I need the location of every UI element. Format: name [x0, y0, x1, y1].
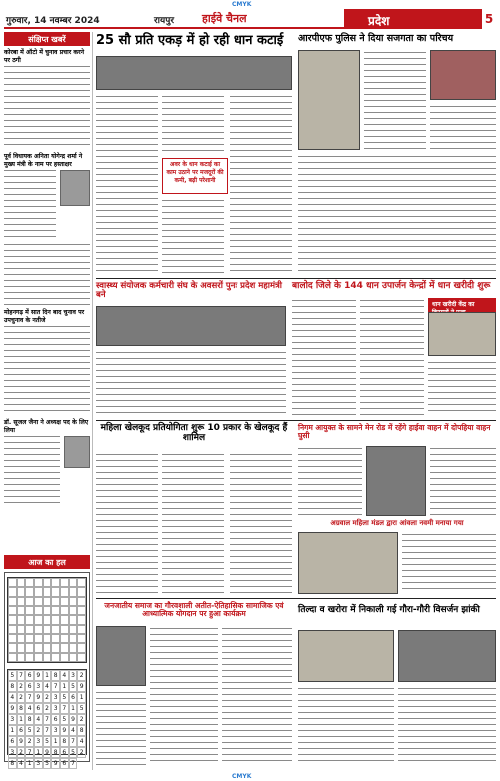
sudoku-cell [51, 606, 60, 615]
story-6-photo-b [298, 532, 398, 594]
sudoku-cell [8, 597, 17, 606]
sudoku-digit: 4 [17, 758, 26, 769]
sudoku-cell [77, 643, 86, 652]
cmyk-mark-bottom: CMYK [232, 773, 252, 780]
sudoku-cell [17, 597, 26, 606]
story-6-subheadline: अग्रवाल महिला मंडल द्वारा आंवला नवमी मनाया गया [330, 519, 464, 527]
brief-item-1-body [4, 64, 90, 150]
sudoku-solution-grid [7, 669, 87, 767]
page-header [4, 9, 496, 29]
sudoku-cell [17, 606, 26, 615]
story-3-body [96, 350, 286, 416]
story-8-headline: तिल्दा व खरोरा में निकाली गई गौरा-गौरी विसर्जन झांकी [298, 605, 480, 615]
story-2-photo-b [430, 50, 496, 100]
sudoku-cell [69, 615, 78, 624]
sudoku-cell [34, 634, 43, 643]
sudoku-cell [60, 615, 69, 624]
sudoku-digit: 9 [69, 714, 78, 725]
story-5-body-c [230, 452, 292, 594]
sudoku-digit: 1 [34, 747, 43, 758]
sudoku-digit: 3 [69, 670, 78, 681]
sudoku-digit: 9 [17, 736, 26, 747]
column-divider [92, 32, 93, 770]
sudoku-cell [34, 615, 43, 624]
sudoku-digit: 7 [69, 758, 78, 769]
sudoku-cell [43, 634, 52, 643]
sudoku-cell [8, 587, 17, 596]
sudoku-cell [77, 615, 86, 624]
sudoku-digit: 1 [17, 714, 26, 725]
story-2-body-c [298, 154, 496, 274]
story-1-headline: 25 सौ प्रति एकड़ में हो रही धान कटाई [96, 33, 284, 48]
story-1-pullquote: अवर के धान कटाई का काम उठाने पर मजदूरों की कमी, बढ़ी परेशानी [162, 158, 228, 194]
sudoku-cell [8, 606, 17, 615]
sudoku-cell [60, 643, 69, 652]
sudoku-digit: 5 [77, 703, 86, 714]
sudoku-cell [17, 625, 26, 634]
sudoku-digit: 3 [51, 725, 60, 736]
header-brand: हाईवे चैनल [202, 12, 247, 25]
sudoku-digit: 1 [51, 736, 60, 747]
sudoku-cell [60, 578, 69, 587]
header-city: रायपुर [154, 16, 175, 26]
sudoku-digit: 3 [51, 692, 60, 703]
sudoku-cell [51, 615, 60, 624]
sudoku-digit: 4 [60, 670, 69, 681]
sudoku-cell [69, 625, 78, 634]
story-4-headline: बालोद जिले के 144 धान उपार्जन केन्द्रों में धान खरीदी शुरू [292, 281, 491, 291]
header-page-number: 5 [482, 9, 496, 29]
brief-item-4-headline: डॉ. सूजल जैना ने अध्यक्ष पद के लिए लिया [4, 419, 89, 434]
sudoku-cell [25, 625, 34, 634]
sudoku-digit: 9 [60, 725, 69, 736]
sudoku-digit: 2 [17, 692, 26, 703]
sudoku-cell [17, 643, 26, 652]
section-rule-2 [96, 420, 496, 421]
sudoku-cell [8, 578, 17, 587]
sudoku-cell [51, 643, 60, 652]
story-4-body-a [292, 298, 356, 416]
story-1-body-b [162, 94, 224, 154]
sudoku-digit: 1 [43, 670, 52, 681]
sudoku-cell [51, 578, 60, 587]
sudoku-cell [8, 625, 17, 634]
sudoku-cell [77, 587, 86, 596]
story-6-photo [366, 446, 426, 516]
sudoku-digit: 8 [8, 758, 17, 769]
sudoku-cell [60, 653, 69, 662]
sudoku-cell [60, 587, 69, 596]
story-7-photo [96, 626, 146, 686]
sudoku-digit: 1 [8, 725, 17, 736]
story-7-headline: जनजातीय समाज का गौरवशाली अतीत-ऐतिहासिक सामाजिक एवं आध्यात्मिक योगदान पर हुआ कार्यक्रम [104, 601, 284, 619]
sudoku-digit: 2 [25, 736, 34, 747]
sudoku-digit: 2 [43, 692, 52, 703]
sudoku-digit: 9 [51, 758, 60, 769]
sudoku-cell [8, 653, 17, 662]
brief-item-4-photo [64, 436, 90, 468]
sudoku-digit: 6 [25, 681, 34, 692]
story-2-body-a [364, 50, 426, 150]
sudoku-cell [51, 634, 60, 643]
sudoku-cell [77, 578, 86, 587]
sudoku-digit: 4 [34, 714, 43, 725]
sudoku-digit: 8 [60, 736, 69, 747]
sudoku-digit: 3 [34, 681, 43, 692]
story-6-body-c [402, 532, 496, 594]
sudoku-digit: 6 [25, 670, 34, 681]
brief-news-title: संक्षिप्त खबरें [4, 32, 90, 46]
sudoku-digit: 7 [25, 747, 34, 758]
sudoku-digit: 9 [43, 747, 52, 758]
sudoku-digit: 6 [8, 736, 17, 747]
section-rule-1 [96, 278, 496, 279]
sudoku-cell [34, 587, 43, 596]
sudoku-cell [17, 653, 26, 662]
sudoku-digit: 3 [34, 736, 43, 747]
sudoku-digit: 7 [17, 670, 26, 681]
sudoku-digit: 3 [8, 714, 17, 725]
sudoku-cell [43, 615, 52, 624]
sudoku-cell [8, 634, 17, 643]
sudoku-digit: 6 [51, 714, 60, 725]
sudoku-digit: 7 [43, 725, 52, 736]
sudoku-digit: 8 [51, 670, 60, 681]
sudoku-digit: 7 [43, 714, 52, 725]
sudoku-digit: 9 [8, 703, 17, 714]
sudoku-cell [43, 587, 52, 596]
sudoku-cell [69, 643, 78, 652]
sudoku-cell [8, 643, 17, 652]
sudoku-digit: 2 [43, 703, 52, 714]
story-4-body-c [428, 360, 496, 416]
brief-item-2-body-cont [4, 242, 90, 306]
sudoku-cell [34, 606, 43, 615]
sudoku-cell [69, 606, 78, 615]
story-7-body-b [222, 626, 292, 766]
story-5-headline: महिला खेलकूद प्रतियोगिता शुरू 10 प्रकार के खेलकूद हैं शामिल [100, 423, 288, 443]
sudoku-digit: 9 [34, 670, 43, 681]
sudoku-cell [69, 653, 78, 662]
brief-item-3-headline: मोहनगढ़ में सात दिन बाद चुनाव पर उपचुनाव के नतीजे [4, 309, 85, 324]
sudoku-cell [60, 634, 69, 643]
sudoku-cell [25, 653, 34, 662]
sudoku-cell [34, 625, 43, 634]
sudoku-digit: 8 [25, 714, 34, 725]
sudoku-cell [77, 606, 86, 615]
sudoku-digit: 1 [60, 681, 69, 692]
sudoku-digit: 2 [77, 747, 86, 758]
sudoku-digit: 5 [43, 758, 52, 769]
sudoku-cell [51, 587, 60, 596]
sudoku-digit: 5 [69, 747, 78, 758]
sudoku-digit: 5 [8, 670, 17, 681]
story-4-body-b [360, 298, 424, 416]
story-1-photo [96, 56, 292, 90]
section-rule-3 [96, 598, 496, 599]
sudoku-digit: 2 [77, 714, 86, 725]
sudoku-cell [17, 615, 26, 624]
sudoku-cell [34, 578, 43, 587]
sudoku-cell [43, 578, 52, 587]
sudoku-box [4, 572, 90, 767]
sudoku-cell [43, 643, 52, 652]
puzzle-solution-title: आज का हल [4, 555, 90, 569]
sudoku-digit: 6 [60, 747, 69, 758]
sudoku-digit: 1 [25, 758, 34, 769]
story-5-body-a [96, 452, 158, 594]
sudoku-digit: 2 [17, 681, 26, 692]
sudoku-digit: 4 [25, 703, 34, 714]
sudoku-digit: 7 [25, 692, 34, 703]
sudoku-cell [69, 634, 78, 643]
sudoku-cell [60, 625, 69, 634]
story-4-photo [428, 312, 496, 356]
sudoku-digit: 6 [60, 758, 69, 769]
story-6-body-b [430, 446, 496, 516]
sudoku-cell [25, 587, 34, 596]
story-8-photo-a [298, 630, 394, 682]
sudoku-cell [43, 597, 52, 606]
sudoku-cell [25, 578, 34, 587]
sudoku-cell [51, 653, 60, 662]
sudoku-digit: 1 [69, 703, 78, 714]
sudoku-digit: 8 [17, 703, 26, 714]
sudoku-cell [60, 597, 69, 606]
brief-item-2-headline: पूर्व विधायक अनिता योगेन्द्र शर्मा ने मुख्य मंत्री के नाम पर हस्ताक्षर [4, 153, 83, 168]
sudoku-cell [60, 606, 69, 615]
story-7-body-a [150, 626, 218, 766]
story-1-body-d [230, 94, 292, 274]
brief-item-2-body [4, 168, 56, 242]
story-3-headline: स्वास्थ्य संयोजक कर्मचारी संघ के अवसरों पुनः प्रदेश महामंत्री बने [96, 281, 282, 301]
sudoku-cell [25, 643, 34, 652]
brief-item-3-body [4, 324, 90, 416]
sudoku-cell [43, 625, 52, 634]
sudoku-cell [17, 634, 26, 643]
sudoku-digit: 7 [69, 736, 78, 747]
sudoku-cell [51, 625, 60, 634]
sudoku-digit: 4 [77, 736, 86, 747]
sudoku-cell [17, 587, 26, 596]
header-date: गुरुवार, 14 नवम्बर 2024 [6, 16, 100, 26]
story-8-photo-b [398, 630, 496, 682]
story-2-photo-a [298, 50, 360, 150]
sudoku-cell [17, 578, 26, 587]
story-2-body-b [430, 104, 496, 150]
story-1-body-c [162, 198, 224, 274]
story-2-headline: आरपीएफ पुलिस ने दिया सजगता का परिचय [298, 33, 454, 44]
sudoku-cell [25, 597, 34, 606]
sudoku-digit: 2 [34, 725, 43, 736]
sudoku-empty-grid [7, 577, 87, 663]
story-3-photo [96, 306, 286, 346]
sudoku-digit: 7 [51, 681, 60, 692]
sudoku-digit: 3 [51, 703, 60, 714]
sudoku-digit: 1 [77, 692, 86, 703]
brief-item-1-headline: कोरबा में ऑटो में चुनाव प्रचार करने पर ठगी [4, 49, 85, 64]
sudoku-digit: 9 [77, 681, 86, 692]
story-8-body-b [398, 686, 496, 766]
sudoku-digit: 2 [17, 747, 26, 758]
brief-item-4-body [4, 434, 60, 504]
sudoku-digit: 3 [8, 747, 17, 758]
sudoku-cell [43, 606, 52, 615]
sudoku-cell [34, 653, 43, 662]
story-6-body-a [298, 446, 362, 516]
sudoku-cell [34, 643, 43, 652]
sudoku-cell [43, 653, 52, 662]
sudoku-cell [69, 597, 78, 606]
sudoku-digit: 5 [25, 725, 34, 736]
cmyk-mark-top: CMYK [232, 1, 252, 8]
sudoku-cell [77, 597, 86, 606]
sudoku-digit: 6 [69, 692, 78, 703]
sudoku-cell [77, 634, 86, 643]
story-1-body-a [96, 94, 158, 274]
sudoku-digit: 6 [34, 703, 43, 714]
sudoku-cell [69, 587, 78, 596]
sudoku-digit: 9 [34, 692, 43, 703]
sudoku-digit: 4 [69, 725, 78, 736]
story-4-side-headline: धान खरीदी केंद्र का [428, 298, 496, 318]
sudoku-digit: 4 [43, 681, 52, 692]
sudoku-digit: 5 [60, 692, 69, 703]
sudoku-digit: 6 [17, 725, 26, 736]
sudoku-digit: 7 [60, 703, 69, 714]
sudoku-cell [77, 653, 86, 662]
sudoku-digit: 5 [69, 681, 78, 692]
sudoku-cell [51, 597, 60, 606]
sudoku-digit: 3 [34, 758, 43, 769]
sudoku-digit: 2 [77, 670, 86, 681]
sudoku-digit: 5 [60, 714, 69, 725]
brief-item-2-photo [60, 170, 90, 206]
story-5-body-b [162, 452, 224, 594]
story-7-body-c [96, 690, 146, 766]
sudoku-cell [77, 625, 86, 634]
sudoku-cell [25, 615, 34, 624]
story-6-headline: निगम आयुक्त के सामने मेन रोड में रहेंगे हाईवा वाहन में दोपहिया वाहन घुसी [298, 423, 491, 441]
sudoku-cell [25, 634, 34, 643]
sudoku-cell [25, 606, 34, 615]
story-8-body-a [298, 686, 394, 766]
sudoku-digit: 4 [8, 692, 17, 703]
sudoku-digit: 8 [51, 747, 60, 758]
sudoku-digit: 8 [8, 681, 17, 692]
sudoku-cell [8, 615, 17, 624]
sudoku-digit: 5 [43, 736, 52, 747]
header-section: प्रदेश [344, 9, 484, 29]
sudoku-cell [69, 578, 78, 587]
sudoku-cell [34, 597, 43, 606]
sudoku-digit: 8 [77, 725, 86, 736]
